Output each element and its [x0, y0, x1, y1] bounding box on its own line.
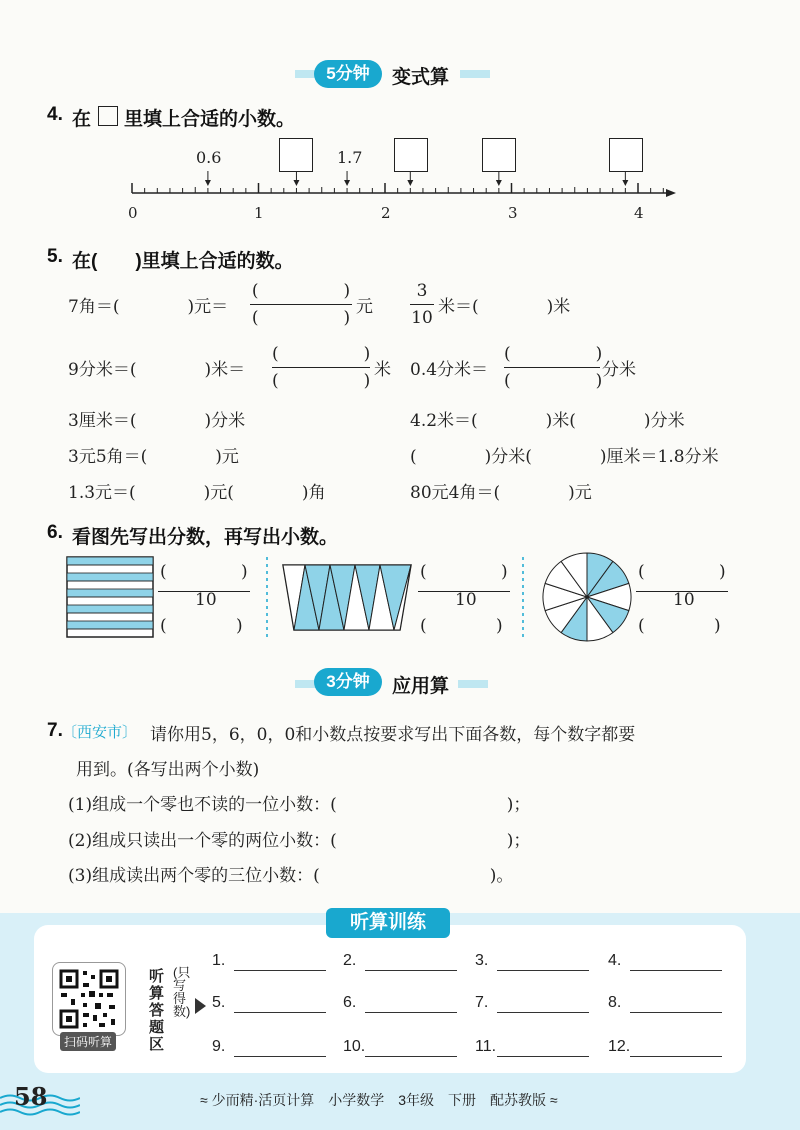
listen-answer-line[interactable] [497, 970, 589, 971]
q6-number: 6. [47, 522, 63, 543]
q5-row1-fraction[interactable]: ( ) ( ) [251, 281, 351, 328]
listen-item-label: 7. [475, 994, 489, 1011]
q4-text-after: 里填上合适的小数。 [124, 109, 296, 130]
listen-answer-line[interactable] [365, 1012, 457, 1013]
label-1.7: 1.7 [337, 148, 363, 167]
listen-answer-line[interactable] [497, 1012, 589, 1013]
listen-answer-line[interactable] [234, 1056, 326, 1057]
answer-box-2[interactable] [394, 138, 428, 172]
section2-title: 应用算 [392, 676, 450, 697]
section1-badge: 5分钟 [314, 60, 382, 88]
listen-answer-line[interactable] [630, 970, 722, 971]
listen-panel [34, 925, 746, 1073]
listen-answer-line[interactable] [234, 970, 326, 971]
q4-number: 4. [47, 104, 63, 125]
q5-row3-left: 3厘米＝( )分米 [68, 411, 246, 431]
listen-title: 听算训练 [326, 908, 450, 938]
label-0.6: 0.6 [196, 148, 222, 167]
q7-tag: 〔西安市〕 [62, 723, 138, 741]
q5-row2-right-tail: 分米 [602, 360, 636, 380]
qr-code-icon [53, 963, 125, 1035]
pointer-arrow-head [622, 180, 628, 186]
q5-row1-fraction-given: 3 10 [411, 281, 433, 328]
answer-box-1[interactable] [279, 138, 313, 172]
pointer-arrow-head [293, 180, 299, 186]
listen-item-label: 3. [475, 952, 489, 969]
q5-row2-left-tail: 米 [374, 360, 391, 380]
listen-item-label: 4. [608, 952, 622, 969]
q5-row2-left: 9分米＝( )米＝ [68, 360, 246, 380]
q5-row4-right: ( )分米( )厘米＝1.8分米 [410, 447, 719, 467]
number-line-svg [0, 0, 800, 240]
q4-text-before: 在 [72, 109, 92, 130]
q5-row1-left: 7角＝( )元＝ [68, 297, 229, 317]
listen-answer-line[interactable] [234, 1012, 326, 1013]
axis-arrow [666, 189, 676, 197]
qr-label: 扫码听算 [60, 1032, 116, 1051]
footer-text: ≈ 少而精·活页计算 小学数学 3年级 下册 配苏教版 ≈ [200, 1092, 558, 1108]
q5-number: 5. [47, 246, 63, 267]
q5-row2-fraction[interactable]: ( ) ( ) [272, 344, 371, 391]
listen-item-label: 12. [608, 1038, 631, 1055]
pointer-arrow-head [344, 180, 350, 186]
listen-item-label: 9. [212, 1038, 226, 1055]
q7-number: 7. [47, 720, 63, 741]
listen-item-label: 6. [343, 994, 357, 1011]
play-arrow-icon [195, 998, 206, 1014]
listen-answer-line[interactable] [365, 970, 457, 971]
section2-badge: 3分钟 [314, 668, 382, 696]
listen-answer-line[interactable] [365, 1056, 457, 1057]
q7-text-line2: 用到。(各写出两个小数) [76, 760, 260, 780]
axis-label-4: 4 [634, 204, 644, 222]
listen-answer-line[interactable] [497, 1056, 589, 1057]
q5-row4-left: 3元5角＝( )元 [68, 447, 239, 467]
axis-label-3: 3 [508, 204, 518, 222]
page-number: 58 [14, 1082, 48, 1111]
q5-row1-left-tail: 元 [356, 297, 373, 317]
striped-square-figure [67, 557, 153, 637]
section1-title: 变式算 [392, 67, 450, 88]
q5-row3-right: 4.2米＝( )米( )分米 [410, 411, 685, 431]
trapezoid-figure [283, 565, 411, 630]
axis-label-1: 1 [254, 204, 264, 222]
q7-item-2[interactable]: (2)组成只读出一个零的两位小数：( )； [68, 831, 531, 851]
section2-bar-right [458, 680, 488, 688]
q7-item-1[interactable]: (1)组成一个零也不读的一位小数：( )； [68, 795, 531, 815]
qr-code[interactable] [52, 962, 126, 1036]
circle-figure [543, 553, 631, 641]
listen-item-label: 2. [343, 952, 357, 969]
q5-row2-right: 0.4分米＝ [410, 360, 489, 380]
q5-text: 在( )里填上合适的数。 [72, 251, 294, 272]
q5-row5-left: 1.3元＝( )元( )角 [68, 483, 326, 503]
axis-label-0: 0 [128, 204, 138, 222]
q7-item-3[interactable]: (3)组成读出两个零的三位小数：( )。 [68, 866, 514, 886]
listen-item-label: 8. [608, 994, 622, 1011]
answer-box-4[interactable] [609, 138, 643, 172]
listen-item-label: 1. [212, 952, 226, 969]
q5-row5-right: 80元4角＝( )元 [410, 483, 592, 503]
axis-label-2: 2 [381, 204, 391, 222]
listen-item-label: 11. [475, 1038, 497, 1055]
listen-side-title: 听算答题区 [149, 968, 165, 1053]
listen-item-label: 5. [212, 994, 226, 1011]
q5-row1-right: 米＝( )米 [438, 297, 571, 317]
listen-side-note: (只写得数) [173, 965, 191, 1019]
listen-item-label: 10. [343, 1038, 366, 1055]
listen-answer-line[interactable] [630, 1056, 722, 1057]
q5-row2-right-fraction[interactable]: ( ) ( ) [504, 344, 603, 391]
pointer-arrow-head [496, 180, 502, 186]
answer-box-3[interactable] [482, 138, 516, 172]
pointer-arrow-head [205, 180, 211, 186]
number-line [0, 0, 800, 240]
pointer-arrow-head [407, 180, 413, 186]
listen-answer-line[interactable] [630, 1012, 722, 1013]
q7-text-line1: 请你用5，6，0，0和小数点按要求写出下面各数，每个数字都要 [150, 725, 636, 745]
q6-text: 看图先写出分数，再写出小数。 [72, 527, 339, 548]
